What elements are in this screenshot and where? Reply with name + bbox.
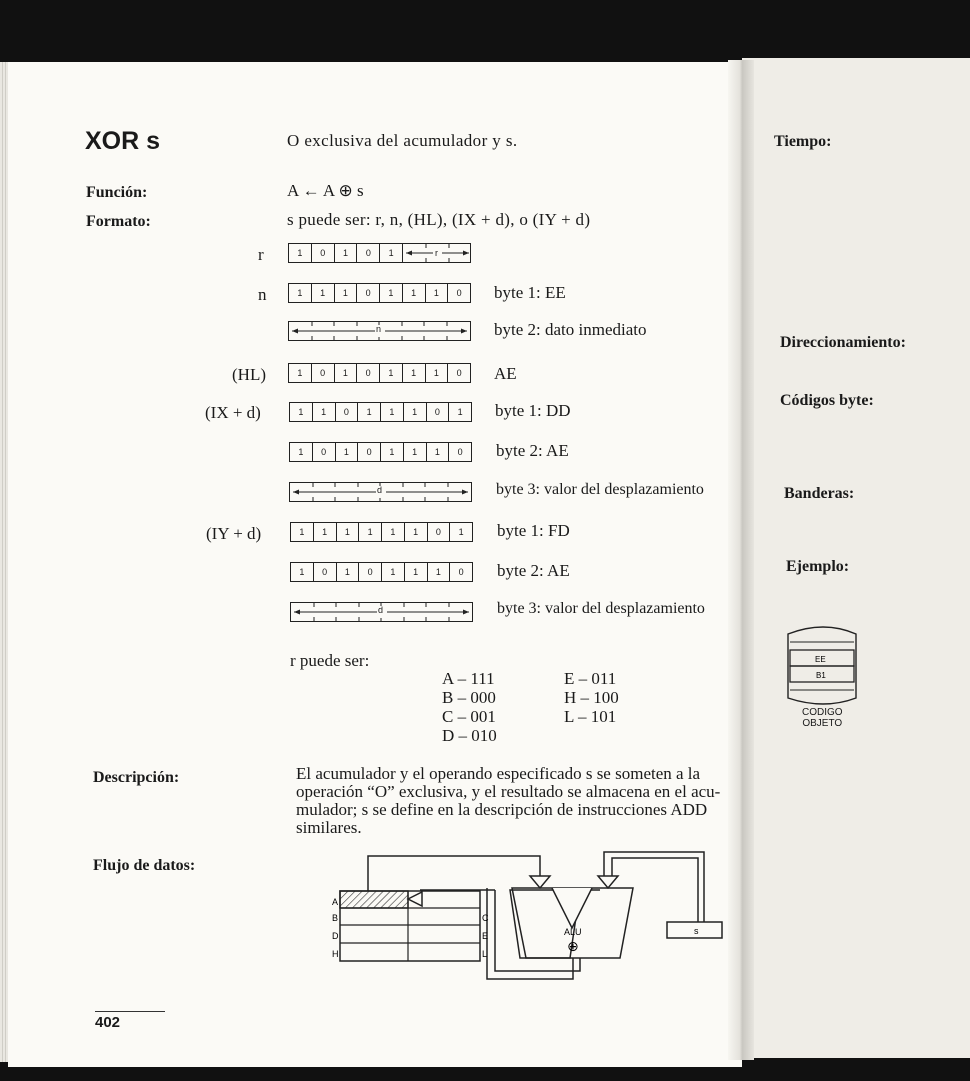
bit: 1 xyxy=(312,284,335,302)
bit: 1 xyxy=(359,523,382,541)
formato-label: Formato: xyxy=(86,213,151,230)
bit: 1 xyxy=(291,563,314,581)
bit: 0 xyxy=(357,364,380,382)
register-codes-right xyxy=(564,669,619,726)
register-code: E – 011 xyxy=(564,669,617,688)
descripcion-line: similares. xyxy=(296,818,362,837)
bit: 1 xyxy=(404,403,427,421)
bit: 1 xyxy=(404,443,427,461)
arrow-icon xyxy=(598,876,618,888)
reg-label-c: C xyxy=(482,913,489,923)
bit: 1 xyxy=(382,523,405,541)
reg-label-h: H xyxy=(332,949,339,959)
bit: 1 xyxy=(358,403,381,421)
register-code: L – 101 xyxy=(564,707,617,726)
bit: 1 xyxy=(381,443,404,461)
bit: 1 xyxy=(335,364,358,382)
flujo-label: Flujo de datos: xyxy=(93,857,196,874)
field-name: d xyxy=(377,485,383,495)
register-code: C – 001 xyxy=(442,707,496,726)
bit: 0 xyxy=(456,288,462,298)
bit: 0 xyxy=(456,368,462,378)
bit: 1 xyxy=(426,364,449,382)
row-label-hl: (HL) xyxy=(232,365,266,384)
bit: 1 xyxy=(382,563,405,581)
banderas-label: Banderas: xyxy=(784,485,855,502)
displacement-field-iy xyxy=(290,602,473,622)
bit: 0 xyxy=(427,403,450,421)
instruction-mnemonic: XOR s xyxy=(85,127,161,155)
bit: 0 xyxy=(313,443,336,461)
row-label-n: n xyxy=(258,285,267,304)
bit: 1 xyxy=(380,284,403,302)
s-label: s xyxy=(694,926,699,936)
register-code: B – 000 xyxy=(442,688,496,707)
bit: 1 xyxy=(290,443,313,461)
opcode-bits-iy1 xyxy=(290,522,473,542)
byte-note-hl: AE xyxy=(494,364,517,383)
operand-field-n xyxy=(288,321,471,341)
bit: 0 xyxy=(458,567,464,577)
register-codes-left xyxy=(442,669,497,745)
byte-note-ix1: byte 1: DD xyxy=(495,401,571,420)
bit: 1 xyxy=(405,523,428,541)
codigo-label: CODIGO xyxy=(802,707,843,718)
descripcion-line: El acumulador y el operando especificado s se someten a la xyxy=(296,764,701,783)
xor-symbol: ⊕ xyxy=(567,939,579,955)
descripcion-line: operación “O” exclusiva, y el resultado se almacena en el acu- xyxy=(296,782,721,801)
register-field xyxy=(403,244,470,262)
byte-note-n1: byte 1: EE xyxy=(494,283,566,302)
opcode-bits-hl xyxy=(288,363,471,383)
bit: 1 xyxy=(380,244,403,262)
reg-label-b: B xyxy=(332,913,339,923)
direccionamiento-label: Direccionamiento: xyxy=(780,334,906,351)
bit: 0 xyxy=(358,443,381,461)
bit: 1 xyxy=(314,523,337,541)
bit: 1 xyxy=(403,284,426,302)
bit: 1 xyxy=(405,563,428,581)
bit: 1 xyxy=(335,244,358,262)
bit: 0 xyxy=(312,364,335,382)
descripcion-text xyxy=(296,765,754,837)
alu-label: ALU xyxy=(564,927,582,937)
bit: 1 xyxy=(428,563,451,581)
opcode-bits-ix2 xyxy=(289,442,472,462)
r-puede-ser-label: r puede ser: xyxy=(290,651,370,670)
bit: 0 xyxy=(359,563,382,581)
bit: 0 xyxy=(357,284,380,302)
bit: 1 xyxy=(289,364,312,382)
bit: 1 xyxy=(381,403,404,421)
bit: 1 xyxy=(380,364,403,382)
row-label-ix: (IX + d) xyxy=(205,403,261,422)
descripcion-label: Descripción: xyxy=(93,769,180,786)
bit: 1 xyxy=(289,284,312,302)
codigo-objeto-caption xyxy=(802,707,843,729)
field-name: d xyxy=(378,605,384,615)
codigos-byte-label: Códigos byte: xyxy=(780,392,874,409)
bit: 0 xyxy=(336,403,359,421)
bit: 1 xyxy=(289,244,312,262)
funcion-text: A ← A ⊕ s xyxy=(287,181,364,200)
bit: 1 xyxy=(291,523,314,541)
bit: 0 xyxy=(312,244,335,262)
descripcion-line: mulador; s se define en la descripción de instrucciones ADD xyxy=(296,800,708,819)
bit: 1 xyxy=(337,563,360,581)
opcode-bits-ix1 xyxy=(289,402,472,422)
memory-diagram xyxy=(784,620,864,710)
register-code: D – 010 xyxy=(442,726,497,745)
memory-byte: B1 xyxy=(816,671,826,680)
byte-note-n2: byte 2: dato inmediato xyxy=(494,320,647,339)
opcode-bits-r xyxy=(288,243,471,263)
ejemplo-label: Ejemplo: xyxy=(786,558,850,575)
opcode-bits-iy2 xyxy=(290,562,473,582)
bit: 1 xyxy=(290,403,313,421)
bit: 1 xyxy=(336,443,359,461)
objeto-label: OBJETO xyxy=(802,718,843,729)
byte-note-ix2: byte 2: AE xyxy=(496,441,569,460)
page-number: 402 xyxy=(95,1014,121,1031)
displacement-field-ix xyxy=(289,482,472,502)
opcode-bits-n xyxy=(288,283,471,303)
page-number-rule xyxy=(95,1011,165,1012)
byte-note-iy2: byte 2: AE xyxy=(497,561,570,580)
formato-text: s puede ser: r, n, (HL), (IX + d), o (IY + d) xyxy=(287,210,591,229)
funcion-label: Función: xyxy=(86,184,148,201)
tiempo-label: Tiempo: xyxy=(774,133,832,150)
row-label-r: r xyxy=(258,245,264,264)
bit: 1 xyxy=(426,284,449,302)
data-flow-diagram xyxy=(320,848,730,988)
bit: 1 xyxy=(457,407,463,417)
register-code: A – 111 xyxy=(442,669,495,688)
byte-note-iy3: byte 3: valor del desplazamiento xyxy=(497,600,705,617)
bit: 1 xyxy=(313,403,336,421)
bit: 0 xyxy=(357,244,380,262)
bit: 1 xyxy=(337,523,360,541)
byte-note-iy1: byte 1: FD xyxy=(497,521,570,540)
reg-label-a: A xyxy=(332,897,339,907)
bit: 1 xyxy=(458,527,464,537)
accumulator-register xyxy=(340,891,408,908)
bit: 1 xyxy=(427,443,450,461)
right-page xyxy=(742,58,970,1058)
memory-byte: EE xyxy=(815,655,826,664)
bit: 0 xyxy=(428,523,451,541)
arrow-icon xyxy=(530,876,550,888)
bit: 0 xyxy=(457,447,463,457)
field-name: r xyxy=(435,248,439,258)
arrow-icon xyxy=(408,892,422,906)
reg-label-d: D xyxy=(332,931,339,941)
instruction-description: O exclusiva del acumulador y s. xyxy=(287,131,518,150)
byte-note-ix3: byte 3: valor del desplazamiento xyxy=(496,481,704,498)
bit: 0 xyxy=(314,563,337,581)
reg-label-l: L xyxy=(482,949,488,959)
bit: 1 xyxy=(403,364,426,382)
book-gutter xyxy=(728,60,754,1060)
row-label-iy: (IY + d) xyxy=(206,524,262,543)
register-code: H – 100 xyxy=(564,688,619,707)
bit: 1 xyxy=(335,284,358,302)
reg-label-e: E xyxy=(482,931,489,941)
field-name: n xyxy=(376,324,382,334)
